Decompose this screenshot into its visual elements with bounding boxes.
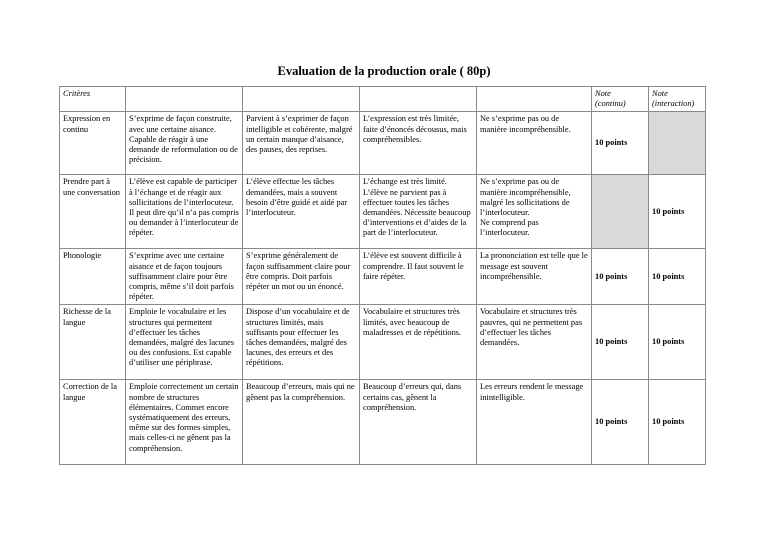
descriptor-cell: La prononciation est telle que le message est souvent incompréhensible.: [477, 249, 592, 305]
descriptor-cell: S’exprime de façon construite, avec une certaine aisance. Capable de réagir à une demande de reformulation ou de précision.: [126, 112, 243, 175]
evaluation-table: [59, 86, 706, 465]
header-note-continu: Note (continu): [592, 87, 649, 112]
descriptor-cell: Les erreurs rendent le message inintelligible.: [477, 380, 592, 465]
descriptor-cell: Emploie correctement un certain nombre de structures élémentaires. Commet encore systématiquement des erreurs, même sur des formes simples, mais celles-ci ne gênent pas la compréhension.: [126, 380, 243, 465]
header-empty-cell: [360, 87, 477, 112]
table-row: [60, 305, 706, 380]
descriptor-cell: L’élève est capable de participer à l’échange et de réagir aux sollicitations de l’interlocuteur. Il peut dire qu’il n’a pas compris ou demander à l’interlocuteur de répéter.: [126, 175, 243, 249]
descriptor-cell: Beaucoup d’erreurs, mais qui ne gênent pas la compréhension.: [243, 380, 360, 465]
criterion-cell: Expression en continu: [60, 112, 126, 175]
note-continu-cell: [592, 175, 649, 249]
header-empty-cell: [126, 87, 243, 112]
header-empty-cell: [477, 87, 592, 112]
table-row: [60, 380, 706, 465]
descriptor-cell: L’expression est très limitée, faite d’énoncés décousus, mais compréhensibles.: [360, 112, 477, 175]
criterion-cell: Prendre part à une conversation: [60, 175, 126, 249]
note-interaction-cell: 10 points: [649, 380, 706, 465]
note-continu-cell: 10 points: [592, 305, 649, 380]
descriptor-cell: S’exprime généralement de façon suffisamment claire pour être compris. Doit parfois répéter un mot ou un énoncé.: [243, 249, 360, 305]
note-continu-cell: 10 points: [592, 380, 649, 465]
descriptor-cell: Emploie le vocabulaire et les structures qui permettent d’effectuer les tâches demandées, malgré des lacunes ou des confusions. Est capable d’utiliser une périphrase.: [126, 305, 243, 380]
descriptor-cell: L’élève effectue les tâches demandées, mais a souvent besoin d’être guidé et aidé par l’interlocuteur.: [243, 175, 360, 249]
note-interaction-cell: [649, 112, 706, 175]
table-row: [60, 175, 706, 249]
descriptor-cell: Dispose d’un vocabulaire et de structures limités, mais suffisants pour effectuer les tâches demandées, malgré des lacunes, des erreurs et des répétitions.: [243, 305, 360, 380]
note-continu-cell: 10 points: [592, 249, 649, 305]
note-interaction-cell: 10 points: [649, 175, 706, 249]
table-row: [60, 112, 706, 175]
descriptor-cell: Ne s’exprime pas ou de manière incompréhensible, malgré les sollicitations de l’interlocuteur. Ne comprend pas l’interlocuteur.: [477, 175, 592, 249]
criterion-cell: Correction de la langue: [60, 380, 126, 465]
descriptor-cell: S’exprime avec une certaine aisance et de façon toujours suffisamment claire pour être compris, même s’il doit parfois répéter.: [126, 249, 243, 305]
descriptor-cell: Parvient à s’exprimer de façon intelligible et cohérente, malgré un certain manque d’aisance, des pauses, des reprises.: [243, 112, 360, 175]
header-row: [60, 87, 706, 112]
header-criteria: Critères: [60, 87, 126, 112]
descriptor-cell: Vocabulaire et structures très pauvres, qui ne permettent pas d’effectuer les tâches demandées.: [477, 305, 592, 380]
criterion-cell: Phonologie: [60, 249, 126, 305]
header-note-interaction: Note (interaction): [649, 87, 706, 112]
note-interaction-cell: 10 points: [649, 249, 706, 305]
table-row: [60, 249, 706, 305]
note-interaction-cell: 10 points: [649, 305, 706, 380]
descriptor-cell: Ne s’exprime pas ou de manière incompréhensible.: [477, 112, 592, 175]
descriptor-cell: Beaucoup d’erreurs qui, dans certains cas, gênent la compréhension.: [360, 380, 477, 465]
descriptor-cell: L’échange est très limité. L’élève ne parvient pas à effectuer toutes les tâches demandées. Nécessite beaucoup d’interventions et d’aides de la part de l’interlocuteur.: [360, 175, 477, 249]
header-empty-cell: [243, 87, 360, 112]
note-continu-cell: 10 points: [592, 112, 649, 175]
document-title: Evaluation de la production orale ( 80p): [277, 64, 491, 78]
criterion-cell: Richesse de la langue: [60, 305, 126, 380]
descriptor-cell: Vocabulaire et structures très limités, avec beaucoup de maladresses et de répétitions.: [360, 305, 477, 380]
descriptor-cell: L’élève est souvent difficile à comprendre. Il faut souvent le faire répéter.: [360, 249, 477, 305]
